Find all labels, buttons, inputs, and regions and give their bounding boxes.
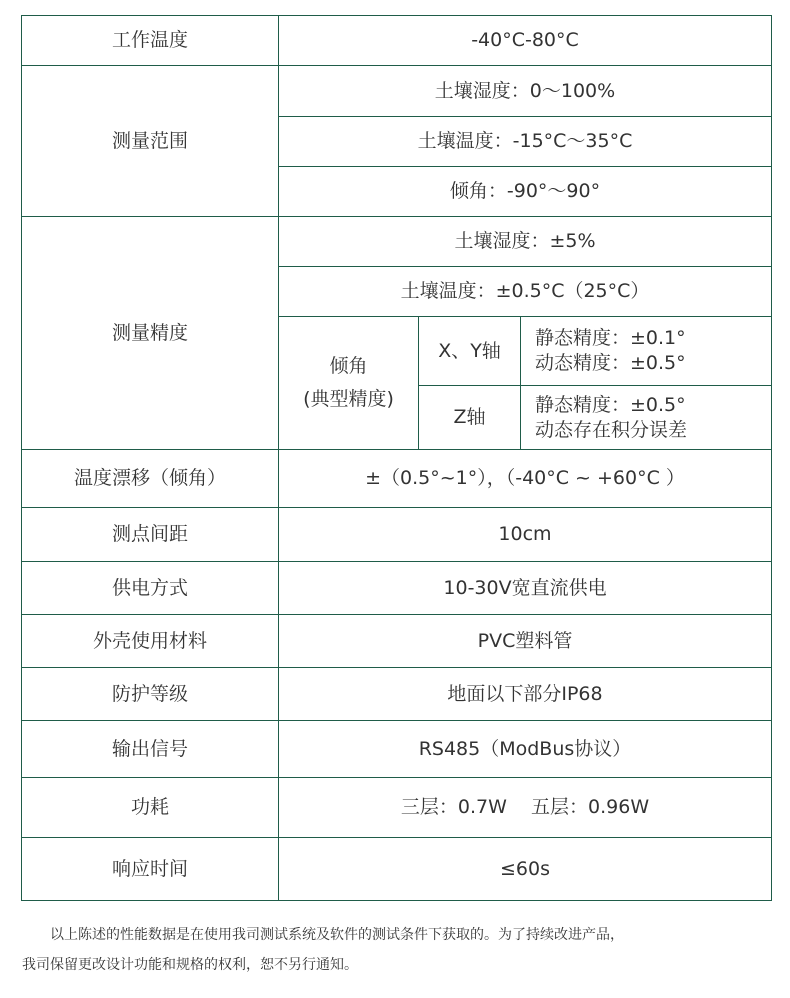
z-axis-label: Z轴 — [419, 386, 521, 450]
z-dynamic: 动态存在积分误差 — [535, 418, 688, 441]
footnote-line-1: 以上陈述的性能数据是在使用我司测试系统及软件的测试条件下获取的。为了持续改进产品， — [50, 927, 624, 943]
work-temp-value: -40°C-80°C — [279, 16, 772, 66]
response-label: 响应时间 — [22, 838, 279, 901]
power-label: 供电方式 — [22, 562, 279, 615]
footnote — [22, 920, 780, 980]
spacing-value: 10cm — [279, 508, 772, 562]
work-temp-label: 工作温度 — [22, 16, 279, 66]
table-row — [22, 778, 772, 838]
table-row — [22, 615, 772, 668]
table-row — [22, 562, 772, 615]
range-temperature: 土壤温度：-15°C～35°C — [279, 117, 772, 167]
xy-axis-label: X、Y轴 — [419, 317, 521, 386]
accuracy-label: 测量精度 — [22, 217, 279, 450]
range-tilt: 倾角：-90°～90° — [279, 167, 772, 217]
accuracy-tilt-label: 倾角 — [329, 355, 368, 378]
accuracy-humidity: 土壤湿度：±5% — [279, 217, 772, 267]
z-accuracy-cell — [521, 386, 772, 450]
consumption-label: 功耗 — [22, 778, 279, 838]
table-row — [22, 508, 772, 562]
output-label: 输出信号 — [22, 721, 279, 778]
z-static: 静态精度：±0.5° — [535, 393, 686, 416]
xy-dynamic: 动态精度：±0.5° — [535, 352, 686, 374]
xy-static: 静态精度：±0.1° — [535, 327, 686, 350]
range-humidity: 土壤湿度：0～100% — [279, 66, 772, 117]
drift-value: ±（0.5°~1°），（-40°C ~ +60°C ） — [279, 450, 772, 508]
spec-table — [21, 15, 772, 901]
protection-label: 防护等级 — [22, 668, 279, 721]
shell-label: 外壳使用材料 — [22, 615, 279, 668]
table-row — [22, 16, 772, 66]
table-row — [22, 721, 772, 778]
drift-label: 温度漂移（倾角） — [22, 450, 279, 508]
accuracy-tilt-sub: (典型精度) — [303, 388, 394, 410]
shell-value: PVC塑料管 — [279, 615, 772, 668]
footnote-line-2: 我司保留更改设计功能和规格的权利，恕不另行通知。 — [22, 957, 358, 973]
power-value: 10-30V宽直流供电 — [279, 562, 772, 615]
spacing-label: 测点间距 — [22, 508, 279, 562]
table-row — [22, 668, 772, 721]
accuracy-tilt-cell — [279, 317, 419, 450]
output-value: RS485（ModBus协议） — [279, 721, 772, 778]
range-label: 测量范围 — [22, 66, 279, 217]
consumption-value: 三层：0.7W 五层：0.96W — [279, 778, 772, 838]
table-row — [22, 450, 772, 508]
protection-value: 地面以下部分IP68 — [279, 668, 772, 721]
xy-accuracy-cell — [521, 317, 772, 386]
table-row — [22, 66, 772, 117]
table-row — [22, 838, 772, 901]
table-row — [22, 217, 772, 267]
response-value: ≤60s — [279, 838, 772, 901]
accuracy-temperature: 土壤温度：±0.5°C（25°C） — [279, 267, 772, 317]
